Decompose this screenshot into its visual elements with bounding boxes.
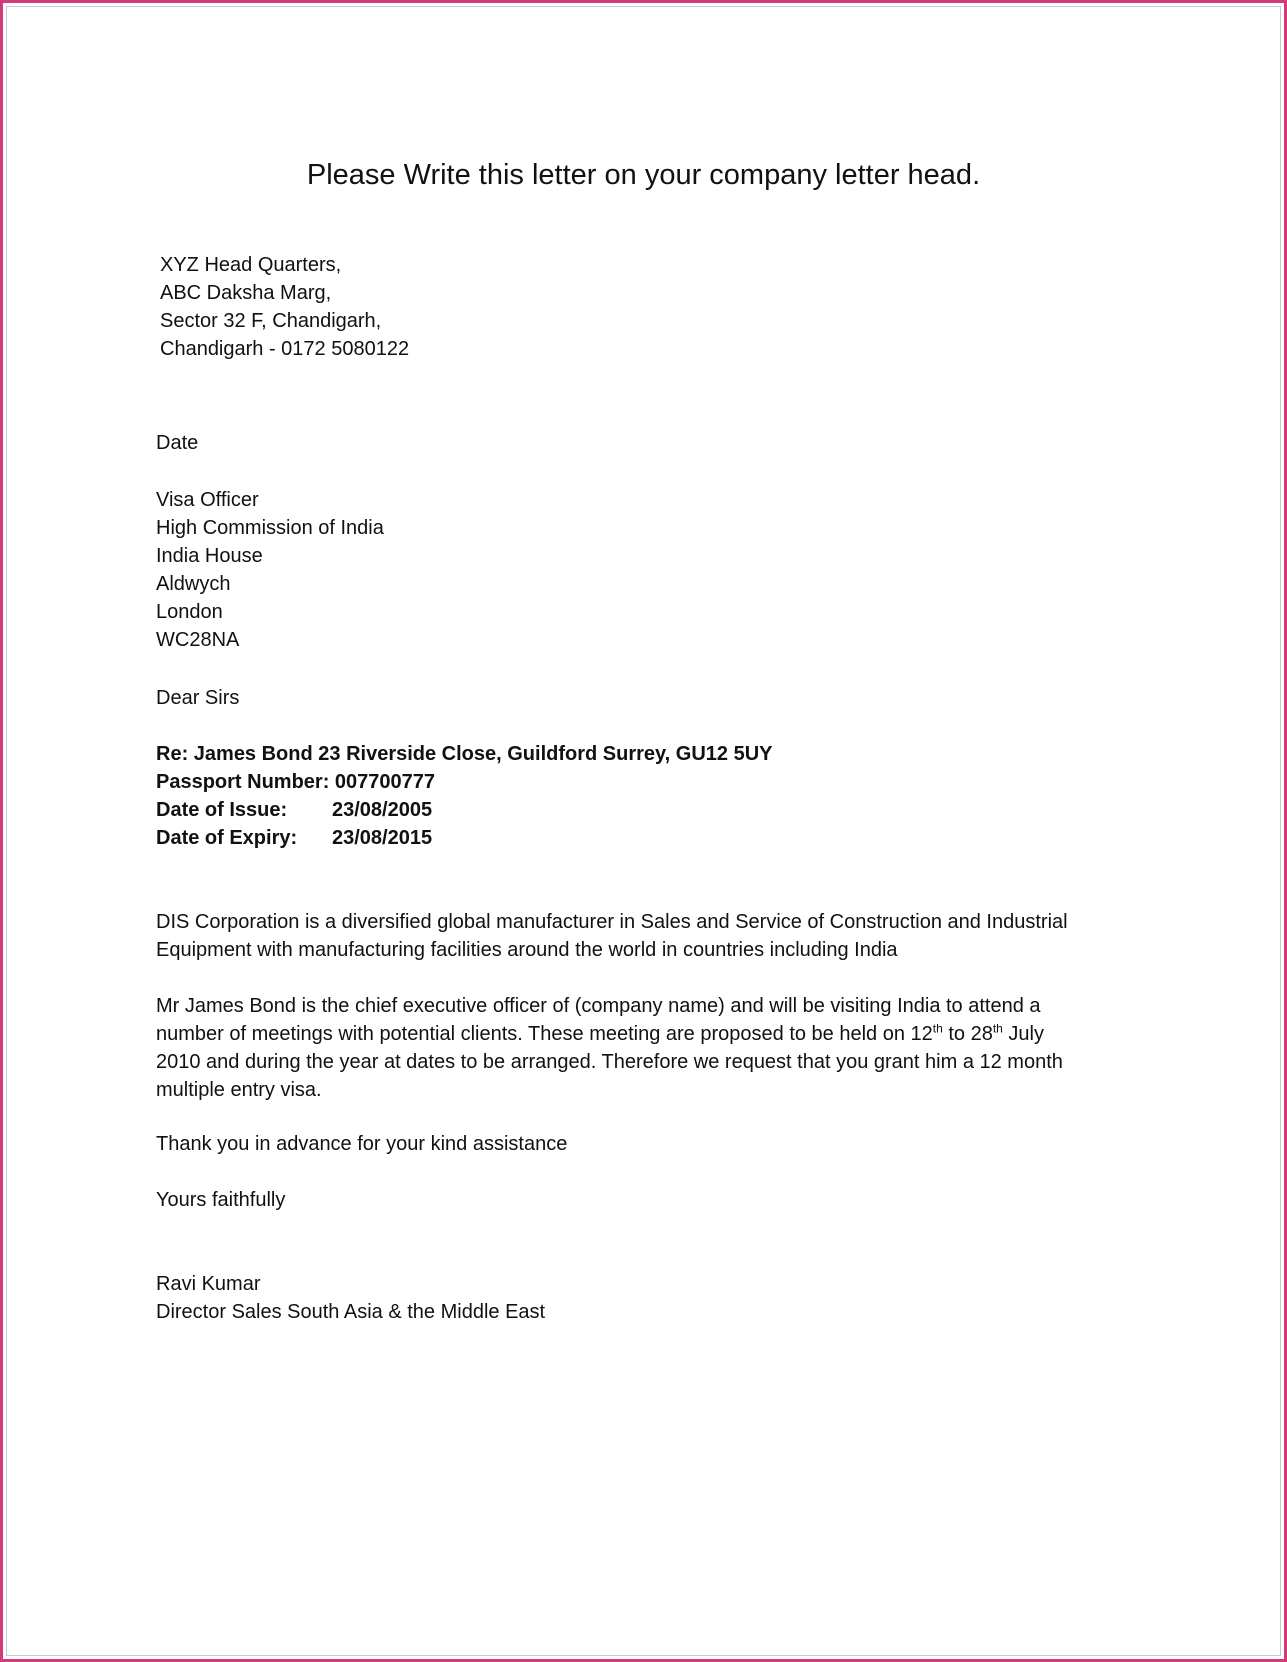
paragraph-line: Mr James Bond is the chief executive officer of (company name) and will be visiting India to attend a <box>156 995 1041 1017</box>
company-paragraph <box>156 908 1068 964</box>
date-field <box>156 429 198 457</box>
recipient-line: Visa Officer <box>156 489 259 511</box>
ordinal-suffix: th <box>992 1021 1003 1036</box>
ordinal-suffix: th <box>932 1021 943 1036</box>
reference-block <box>156 740 773 852</box>
expiry-date-label: Date of Expiry: <box>156 827 298 849</box>
thanks-line <box>156 1130 567 1158</box>
sender-address-line: Sector 32 F, Chandigarh, <box>160 310 382 332</box>
paragraph-line <box>156 1020 1063 1048</box>
letter-instruction-title: Please Write this letter on your company letter head. <box>306 159 981 191</box>
signatory-title: Director Sales South Asia & the Middle East <box>156 1301 546 1323</box>
recipient-line: High Commission of India <box>156 517 384 539</box>
thanks-text: Thank you in advance for your kind assistance <box>156 1133 568 1155</box>
reference-re-line: Re: James Bond 23 Riverside Close, Guildford Surrey, GU12 5UY <box>156 743 773 765</box>
passport-number-line: Passport Number: 007700777 <box>156 771 436 793</box>
closing <box>156 1186 285 1214</box>
issue-date-label: Date of Issue: <box>156 799 288 821</box>
visit-paragraph <box>156 992 1063 1104</box>
recipient-address <box>156 486 384 654</box>
paragraph-line: multiple entry visa. <box>156 1079 322 1101</box>
sender-address <box>160 251 409 363</box>
paragraph-line: 2010 and during the year at dates to be arranged. Therefore we request that you grant him a 12 month <box>156 1051 1063 1073</box>
signatory-name: Ravi Kumar <box>156 1273 261 1295</box>
sender-address-line: XYZ Head Quarters, <box>160 254 342 276</box>
salutation <box>156 684 239 712</box>
closing-text: Yours faithfully <box>156 1189 286 1211</box>
paragraph-line: Equipment with manufacturing facilities around the world in countries including India <box>156 939 898 961</box>
recipient-line: Aldwych <box>156 573 231 595</box>
paragraph-segment: number of meetings with potential clients. These meeting are proposed to be held on 12 <box>156 1023 933 1045</box>
paragraph-segment: July <box>1002 1023 1044 1045</box>
expiry-date-row <box>156 824 773 852</box>
recipient-line: WC28NA <box>156 629 240 651</box>
issue-date-value: 23/08/2005 <box>332 799 433 821</box>
recipient-line: London <box>156 601 223 623</box>
recipient-line: India House <box>156 545 263 567</box>
sender-address-line: ABC Daksha Marg, <box>160 282 332 304</box>
paragraph-segment: to 28 <box>942 1023 993 1045</box>
signature-block <box>156 1270 545 1326</box>
expiry-date-value: 23/08/2015 <box>332 827 433 849</box>
salutation-text: Dear Sirs <box>156 687 240 709</box>
issue-date-row <box>156 796 773 824</box>
date-label: Date <box>156 432 199 454</box>
sender-address-line: Chandigarh - 0172 5080122 <box>160 338 410 360</box>
paragraph-line: DIS Corporation is a diversified global manufacturer in Sales and Service of Construction and Industrial <box>156 911 1068 933</box>
